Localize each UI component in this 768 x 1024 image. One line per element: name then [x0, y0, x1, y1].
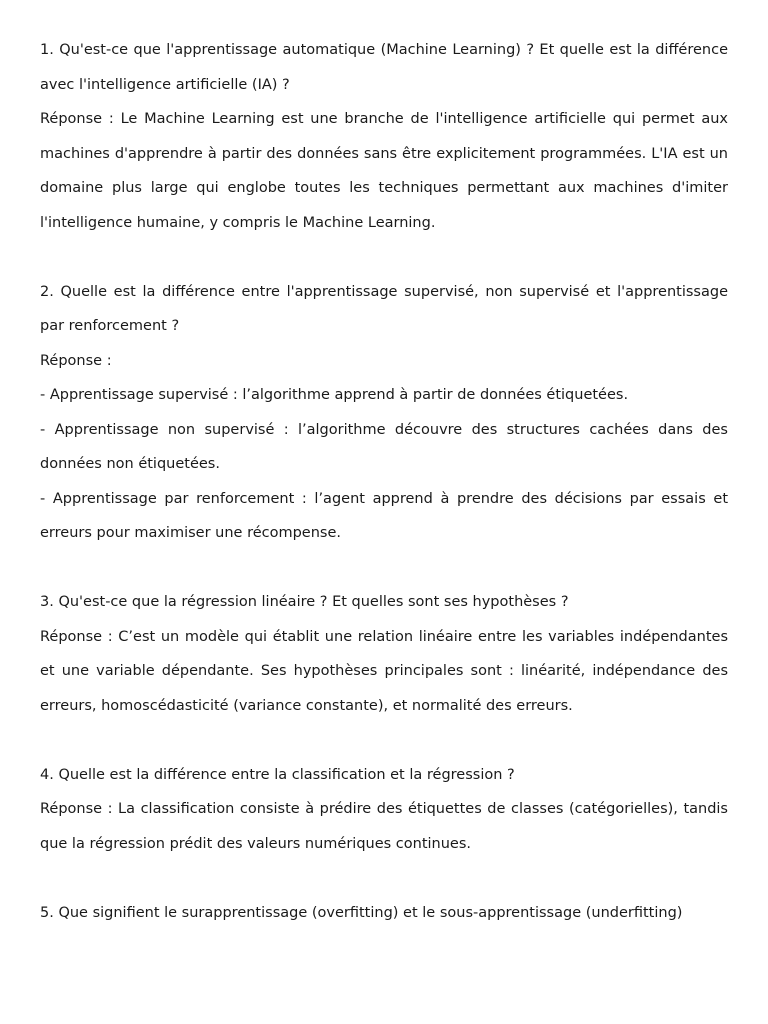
paragraph-spacer [40, 723, 728, 758]
paragraph-spacer [40, 240, 728, 275]
q1-question: 1. Qu'est-ce que l'apprentissage automatique (Machine Learning) ? Et quelle est la différence avec l'intelligence artificielle (IA) ? [40, 42, 728, 93]
q3-answer: Réponse : C’est un modèle qui établit une relation linéaire entre les variables indépendantes et une variable dépendante. Ses hypothèses principales sont : linéarité, indépendance des erreurs, homoscédasticité (variance constante), et normalité des erreurs. [40, 628, 728, 714]
q4-question: 4. Quelle est la différence entre la classification et la régression ? [40, 766, 515, 783]
q2-item-supervised: - Apprentissage supervisé : l’algorithme apprend à partir de données étiquetées. [40, 387, 629, 403]
q4-answer: Réponse : La classification consiste à prédire des étiquettes de classes (catégorielles), tandis que la régression prédit des valeurs numériques continues. [40, 801, 728, 852]
paragraph-spacer [40, 861, 728, 896]
q1-answer: Réponse : Le Machine Learning est une branche de l'intelligence artificielle qui permet aux machines d'apprendre à partir des données sans être explicitement programmées. L'IA est un domaine plus large qui englobe toutes les techniques permettant aux machines d'imiter l'intelligence humaine, y compris le Machine Learning. [40, 111, 728, 231]
q5-question: 5. Que signifient le surapprentissage (overfitting) et le sous-apprentissage (underfitting) [40, 904, 683, 921]
paragraph-spacer [40, 551, 728, 586]
q3-question: 3. Qu'est-ce que la régression linéaire ? Et quelles sont ses hypothèses ? [40, 594, 569, 610]
q2-question: 2. Quelle est la différence entre l'apprentissage supervisé, non supervisé et l'apprentissage par renforcement ? [40, 283, 728, 334]
q2-item-unsupervised: - Apprentissage non supervisé : l’algorithme découvre des structures cachées dans des données non étiquetées. [40, 421, 728, 472]
q2-answer-label: Réponse : [40, 352, 112, 369]
q2-item-reinforcement: - Apprentissage par renforcement : l’agent apprend à prendre des décisions par essais et erreurs pour maximiser une récompense. [40, 490, 728, 541]
